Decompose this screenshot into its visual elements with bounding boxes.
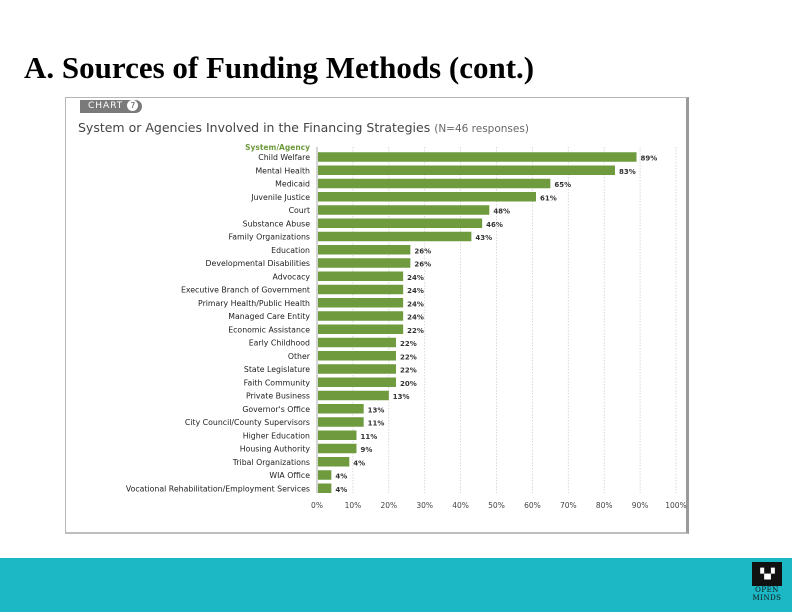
value-label: 4%	[353, 459, 366, 468]
value-label: 4%	[335, 472, 348, 481]
category-label: Medicaid	[275, 179, 310, 189]
value-label: 61%	[539, 194, 557, 203]
bar	[318, 232, 471, 242]
logo-word-open: OPEN	[755, 586, 779, 594]
category-label: Mental Health	[255, 166, 310, 176]
category-label: Substance Abuse	[242, 219, 310, 229]
value-label: 22%	[407, 326, 424, 335]
open-minds-logo	[749, 562, 785, 610]
footer-band	[0, 558, 792, 612]
x-tick-label: 60%	[524, 501, 541, 510]
x-tick-label: 0%	[311, 501, 323, 510]
bar	[318, 404, 364, 414]
value-label: 20%	[399, 379, 417, 388]
bar	[318, 484, 331, 494]
category-label: Economic Assistance	[228, 325, 310, 335]
value-label: 24%	[407, 300, 424, 309]
category-label: State Legislature	[243, 365, 310, 374]
chart-title: System or Agencies Involved in the Financing Strategies	[78, 120, 431, 135]
category-label: City Council/County Supervisors	[184, 418, 310, 427]
x-tick-label: 90%	[631, 501, 649, 510]
bar	[318, 179, 550, 189]
bar	[318, 152, 637, 162]
bar	[318, 417, 364, 427]
category-label: Developmental Disabilities	[205, 259, 310, 268]
category-label: Governor's Office	[242, 404, 310, 414]
value-label: 48%	[493, 207, 511, 216]
value-label: 13%	[367, 406, 385, 415]
value-label: 4%	[335, 485, 348, 494]
value-label: 46%	[486, 220, 503, 229]
category-label: Child Welfare	[258, 153, 310, 162]
x-tick-label: 10%	[344, 501, 362, 510]
value-label: 26%	[414, 247, 432, 256]
value-label: 26%	[414, 260, 432, 269]
x-tick-label: 80%	[595, 501, 613, 510]
bar	[318, 166, 615, 176]
x-tick-label: 30%	[416, 501, 434, 510]
bar	[318, 431, 356, 441]
category-label: Faith Community	[243, 378, 310, 388]
bar	[318, 219, 482, 229]
value-label: 65%	[554, 181, 572, 189]
x-tick-label: 70%	[559, 501, 577, 510]
bar	[318, 192, 536, 202]
value-label: 22%	[399, 340, 417, 348]
bar	[318, 245, 410, 255]
bar	[318, 470, 331, 480]
category-label: Primary Health/Public Health	[198, 298, 310, 308]
chart-badge-number: 7	[127, 100, 138, 111]
x-tick-label: 40%	[452, 501, 469, 510]
bar	[318, 272, 403, 282]
logo-mark-icon: ▚▞	[752, 562, 782, 586]
category-header: System/Agency	[245, 143, 310, 152]
x-tick-label: 50%	[488, 501, 505, 510]
value-label: 43%	[475, 234, 493, 242]
chart-subtitle: (N=46 responses)	[434, 123, 529, 135]
value-label: 22%	[399, 366, 417, 375]
bar	[318, 338, 396, 348]
category-label: Vocational Rehabilitation/Employment Services	[125, 484, 310, 494]
category-label: WIA Office	[269, 471, 310, 480]
bar	[318, 258, 410, 268]
value-label: 24%	[407, 287, 424, 295]
value-label: 9%	[360, 446, 373, 454]
bar	[318, 444, 356, 454]
category-label: Juvenile Justice	[251, 192, 310, 202]
category-label: Private Business	[245, 391, 310, 401]
bar	[318, 378, 396, 388]
chart-badge-label: CHART	[88, 101, 124, 111]
value-label: 83%	[618, 167, 636, 176]
category-label: Housing Authority	[239, 444, 310, 454]
bar	[318, 205, 489, 215]
category-label: Managed Care Entity	[228, 312, 310, 321]
category-label: Other	[287, 351, 310, 361]
category-label: Higher Education	[242, 431, 310, 441]
bar	[318, 325, 403, 335]
category-label: Executive Branch of Government	[180, 285, 310, 295]
category-label: Education	[271, 245, 310, 255]
category-label: Tribal Organizations	[232, 457, 310, 467]
x-tick-label: 100%	[665, 501, 687, 510]
value-label: 13%	[392, 393, 410, 401]
bar	[318, 364, 396, 374]
value-label: 24%	[407, 313, 424, 322]
bar	[318, 298, 403, 308]
logo-word-minds: MINDS	[752, 594, 782, 602]
bar	[318, 351, 396, 361]
bar	[318, 457, 349, 467]
value-label: 22%	[399, 353, 417, 362]
category-label: Advocacy	[272, 272, 310, 282]
value-label: 11%	[367, 419, 385, 428]
category-label: Court	[288, 206, 310, 215]
value-label: 11%	[360, 432, 378, 441]
category-label: Family Organizations	[228, 232, 310, 242]
x-tick-label: 20%	[380, 501, 398, 510]
bar	[318, 285, 403, 295]
bar	[318, 311, 403, 321]
slide-title: A. Sources of Funding Methods (cont.)	[24, 50, 535, 85]
value-label: 24%	[407, 273, 424, 282]
category-label: Early Childhood	[248, 338, 310, 348]
bar	[318, 391, 389, 401]
value-label: 89%	[640, 154, 658, 163]
